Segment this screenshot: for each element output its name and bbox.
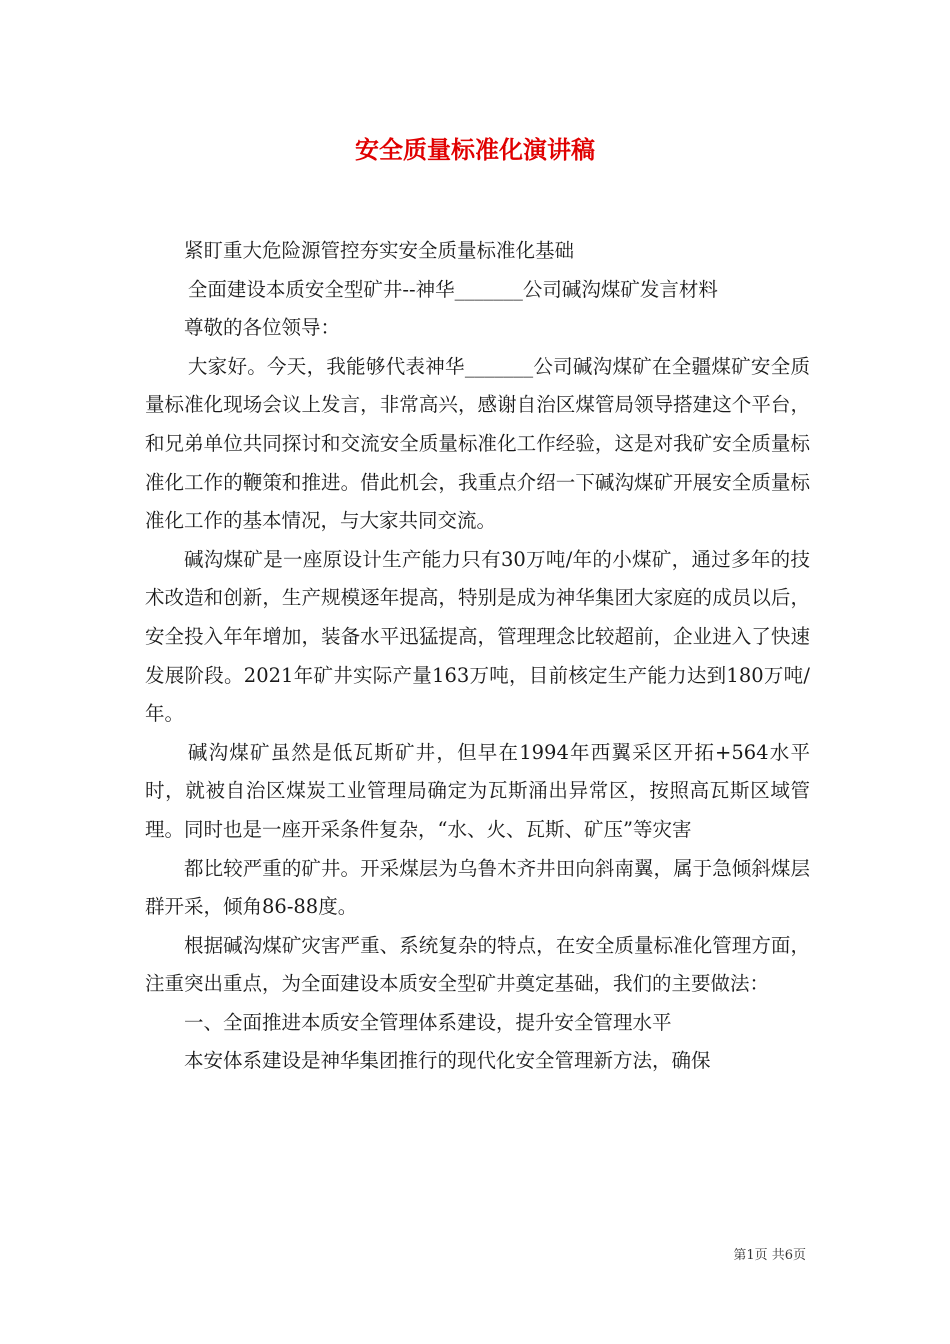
paragraph-approach: 根据碱沟煤矿灾害严重、系统复杂的特点，在安全质量标准化管理方面，注重突出重点，为全面建设本质安全型矿井奠定基础，我们的主要做法： xyxy=(145,933,810,996)
paragraph-subtitle: 紧盯重大危险源管控夯实安全质量标准化基础 xyxy=(184,239,575,262)
page-number: 第1页 共6页 xyxy=(733,1248,806,1263)
paragraph-seam: 都比较严重的矿井。开采煤层为乌鲁木齐井田向斜南翼，属于急倾斜煤层群开采，倾角86-88度。 xyxy=(145,856,810,919)
paragraph-salutation: 尊敬的各位领导： xyxy=(184,316,341,340)
paragraph-greeting: 大家好。今天，我能够代表神华_______公司碱沟煤矿在全疆煤矿安全质量标准化现场会议上发言，非常高兴，感谢自治区煤管局领导搭建这个平台，和兄弟单位共同探讨和交流安全质量标准化工作经验，这是对我矿安全质量标准化工作的鞭策和推进。借此机会，我重点介绍一下碱沟煤矿开展安全质量标准化工作的基本情况，与大家共同交流。 xyxy=(145,354,810,533)
document-title: 安全质量标准化演讲稿 xyxy=(355,135,595,164)
section-heading-1: 一、全面推进本质安全管理体系建设，提升安全管理水平 xyxy=(184,1010,672,1034)
paragraph-gas-status: 碱沟煤矿虽然是低瓦斯矿井，但早在1994年西翼采区开拓+564水平时，就被自治区煤炭工业管理局确定为瓦斯涌出异常区，按照高瓦斯区域管理。同时也是一座开采条件复杂，“水、火、瓦斯、矿压”等灾害 xyxy=(145,740,810,841)
paragraph-subtitle-2: 全面建设本质安全型矿井--神华_______公司碱沟煤矿发言材料 xyxy=(187,277,718,301)
document-body xyxy=(145,232,810,1081)
paragraph-system: 本安体系建设是神华集团推行的现代化安全管理新方法，确保 xyxy=(184,1049,711,1073)
paragraph-mine-intro: 碱沟煤矿是一座原设计生产能力只有30万吨/年的小煤矿，通过多年的技术改造和创新，生产规模逐年提高，特别是成为神华集团大家庭的成员以后，安全投入年年增加，装备水平迅猛提高，管理理念比较超前，企业进入了快速发展阶段。2021年矿井实际产量163万吨，目前核定生产能力达到180万吨/年。 xyxy=(145,547,810,726)
